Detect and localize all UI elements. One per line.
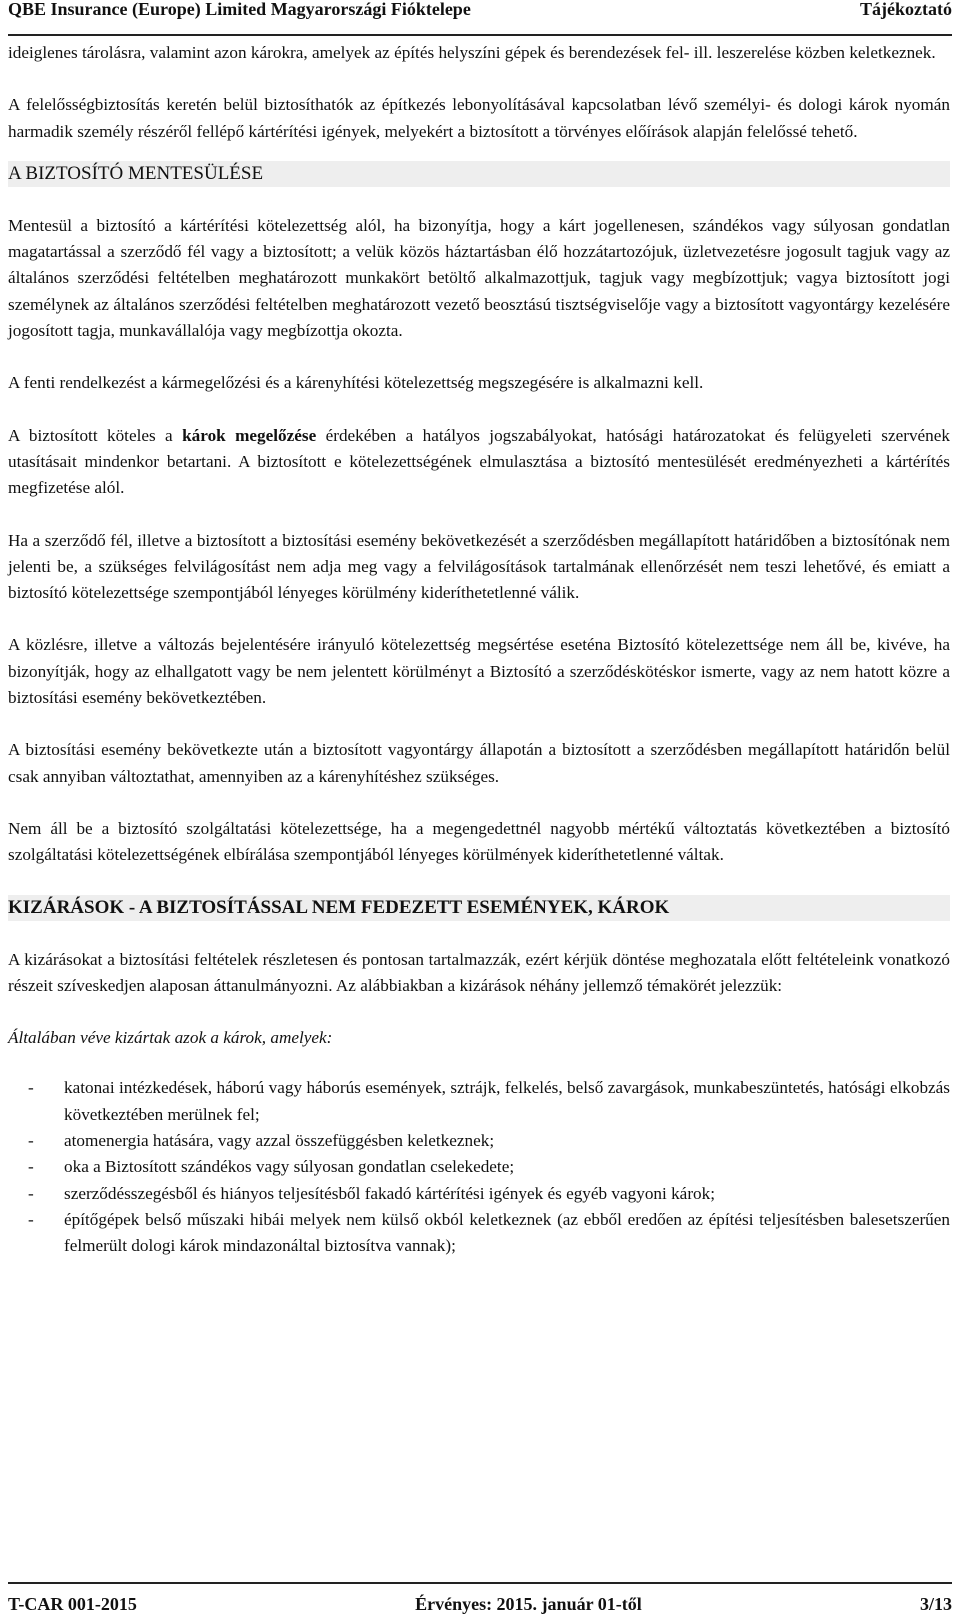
list-item-text: oka a Biztosított szándékos vagy súlyosan gondatlan cselekedete; bbox=[64, 1157, 515, 1177]
validity-date: Érvényes: 2015. január 01-től bbox=[415, 1594, 642, 1614]
paragraph-disclosure: A közlésre, illetve a változás bejelentésére irányuló kötelezettség megsértése eseténa Biztosító kötelezettsége nem áll be, kivéve, ha bizonyítják, hogy az elhallgatott vagy be nem jelentett körülményt a Biztosító a szerződéskötéskor ismerte, vagy az nem hatott közre a biztosítási esemény bekövetkeztében. bbox=[8, 635, 950, 708]
page-header bbox=[8, 0, 952, 36]
page-number: 3/13 bbox=[919, 1594, 952, 1614]
document-body bbox=[8, 40, 950, 1260]
bold-term: károk megelőzése bbox=[182, 425, 317, 445]
exclusions-list bbox=[8, 1075, 950, 1259]
list-item bbox=[8, 1154, 950, 1180]
list-item-text: építőgépek belső műszaki hibái melyek nem külső okból keletkeznek (az ebből eredően az építési teljesítésben balesetszerűen felmerült dologi károk mindazonáltal biztosítva vannak); bbox=[64, 1209, 950, 1256]
paragraph-exemption: Mentesül a biztosító a kártérítési kötelezettség alól, ha bizonyítja, hogy a kárt jogellenesen, szándékos vagy súlyosan gondatlan magatartással a szerződő fél vagy a biztosított; a velük közös háztartásban élő hozzátartozójuk, üzletvezetésre jogosult tagjuk vagy az általános szerződési feltételben meghatározott munkakört betöltő alkalmazottjuk, tagjuk vagy megbízottjuk; vagya biztosított jogi személynek az általános szerződési feltételben meghatározott vezető beosztású tisztségviselője vagy a biztosított vagyontárgy kezelésére jogosított tagja, munkavállalója vagy megbízottja okozta. bbox=[8, 215, 950, 341]
paragraph-damage-prevention-rule: A fenti rendelkezést a kármegelőzési és a kárenyhítési kötelezettség megszegésére is alkalmazni kell. bbox=[8, 373, 704, 393]
paragraph-property-state: A biztosítási esemény bekövetkezte után a biztosított vagyontárgy állapotán a biztosított a szerződésben megállapított határidőn belül csak annyiban változtathat, amennyiben az a kárenyhítéshez szükséges. bbox=[8, 740, 950, 786]
dash-bullet: - bbox=[28, 1078, 34, 1098]
section-heading-exemption: A BIZTOSÍTÓ MENTESÜLÉSE bbox=[8, 161, 950, 187]
paragraph-excess-change: Nem áll be a biztosító szolgáltatási kötelezettsége, ha a megengedettnél nagyobb mértékű változtatás következtében a biztosító szolgáltatási kötelezettségének elbírálása szempontjából lényeges körülmények kideríthetetlenné váltak. bbox=[8, 818, 950, 865]
document-code: T-CAR 001-2015 bbox=[8, 1594, 137, 1614]
dash-bullet: - bbox=[28, 1157, 34, 1177]
list-item bbox=[8, 1181, 950, 1207]
paragraph-notification: Ha a szerződő fél, illetve a biztosított a biztosítási esemény bekövetkezését a szerződésben megállapított határidőben a biztosítónak nem jelenti be, a szükséges felvilágosítást nem adja meg vagy a felvilágosítások tartalmának ellenőrzését nem teszi lehetővé, és emiatt a biztosító kötelezettsége szempontjából lényeges körülmény kideríthetetlenné válik. bbox=[8, 530, 950, 603]
list-item-text: katonai intézkedések, háború vagy háborús események, sztrájk, felkelés, belső zavargások, munkabeszüntetés, hatósági elkobzás következtében merülnek fel; bbox=[64, 1078, 950, 1124]
list-item bbox=[8, 1207, 950, 1260]
dash-bullet: - bbox=[28, 1183, 34, 1203]
dash-bullet: - bbox=[28, 1209, 34, 1229]
list-item-text: atomenergia hatására, vagy azzal összefüggésben keletkeznek; bbox=[64, 1131, 495, 1151]
exclusions-subheading: Általában véve kizártak azok a károk, amelyek: bbox=[8, 1028, 333, 1048]
list-item bbox=[8, 1128, 950, 1154]
company-name: QBE Insurance (Europe) Limited Magyarországi Fióktelepe bbox=[8, 0, 471, 19]
paragraph-liability: A felelősségbiztosítás keretén belül biztosíthatók az építkezés lebonyolításával kapcsolatban lévő személyi- és dologi károk nyomán harmadik személy részéről fellépő kártérítési igények, melyekért a biztosított a törvényes előírások alapján felelőssé tehető. bbox=[8, 95, 950, 141]
page-footer bbox=[8, 1582, 952, 1614]
section-heading-exclusions: KIZÁRÁSOK - A BIZTOSÍTÁSSAL NEM FEDEZETT ESEMÉNYEK, KÁROK bbox=[8, 895, 950, 921]
text-run: A biztosított köteles a bbox=[8, 425, 183, 445]
paragraph-exclusions-intro: A kizárásokat a biztosítási feltételek részletesen és pontosan tartalmazzák, ezért kérjük döntése meghozatala előtt feltételeink vonatkozó részeit szíveskedjen alaposan áttanulmányozni. Az alábbiakban a kizárások néhány jellemző témakörét jelezzük: bbox=[8, 949, 950, 995]
paragraph-damage-prevention bbox=[8, 423, 950, 502]
list-item-text: szerződésszegésből és hiányos teljesítésből fakadó kártérítési igények és egyéb vagyoni károk; bbox=[64, 1183, 716, 1203]
paragraph-continuation: ideiglenes tárolásra, valamint azon károkra, amelyek az építés helyszíni gépek és berendezések fel- ill. leszerelése közben keletkeznek. bbox=[8, 43, 936, 62]
list-item bbox=[8, 1075, 950, 1128]
document-type: Tájékoztató bbox=[860, 0, 952, 19]
dash-bullet: - bbox=[28, 1131, 34, 1151]
text-run: érdekében a hatályos jogszabályokat, hatósági határozatokat és felügyeleti szervének utasításait mindenkor betartani. A biztosított e kötelezettségének elmulasztása a biztosító mentesülését eredményezheti a kártérítés megfizetése alól. bbox=[8, 425, 950, 498]
